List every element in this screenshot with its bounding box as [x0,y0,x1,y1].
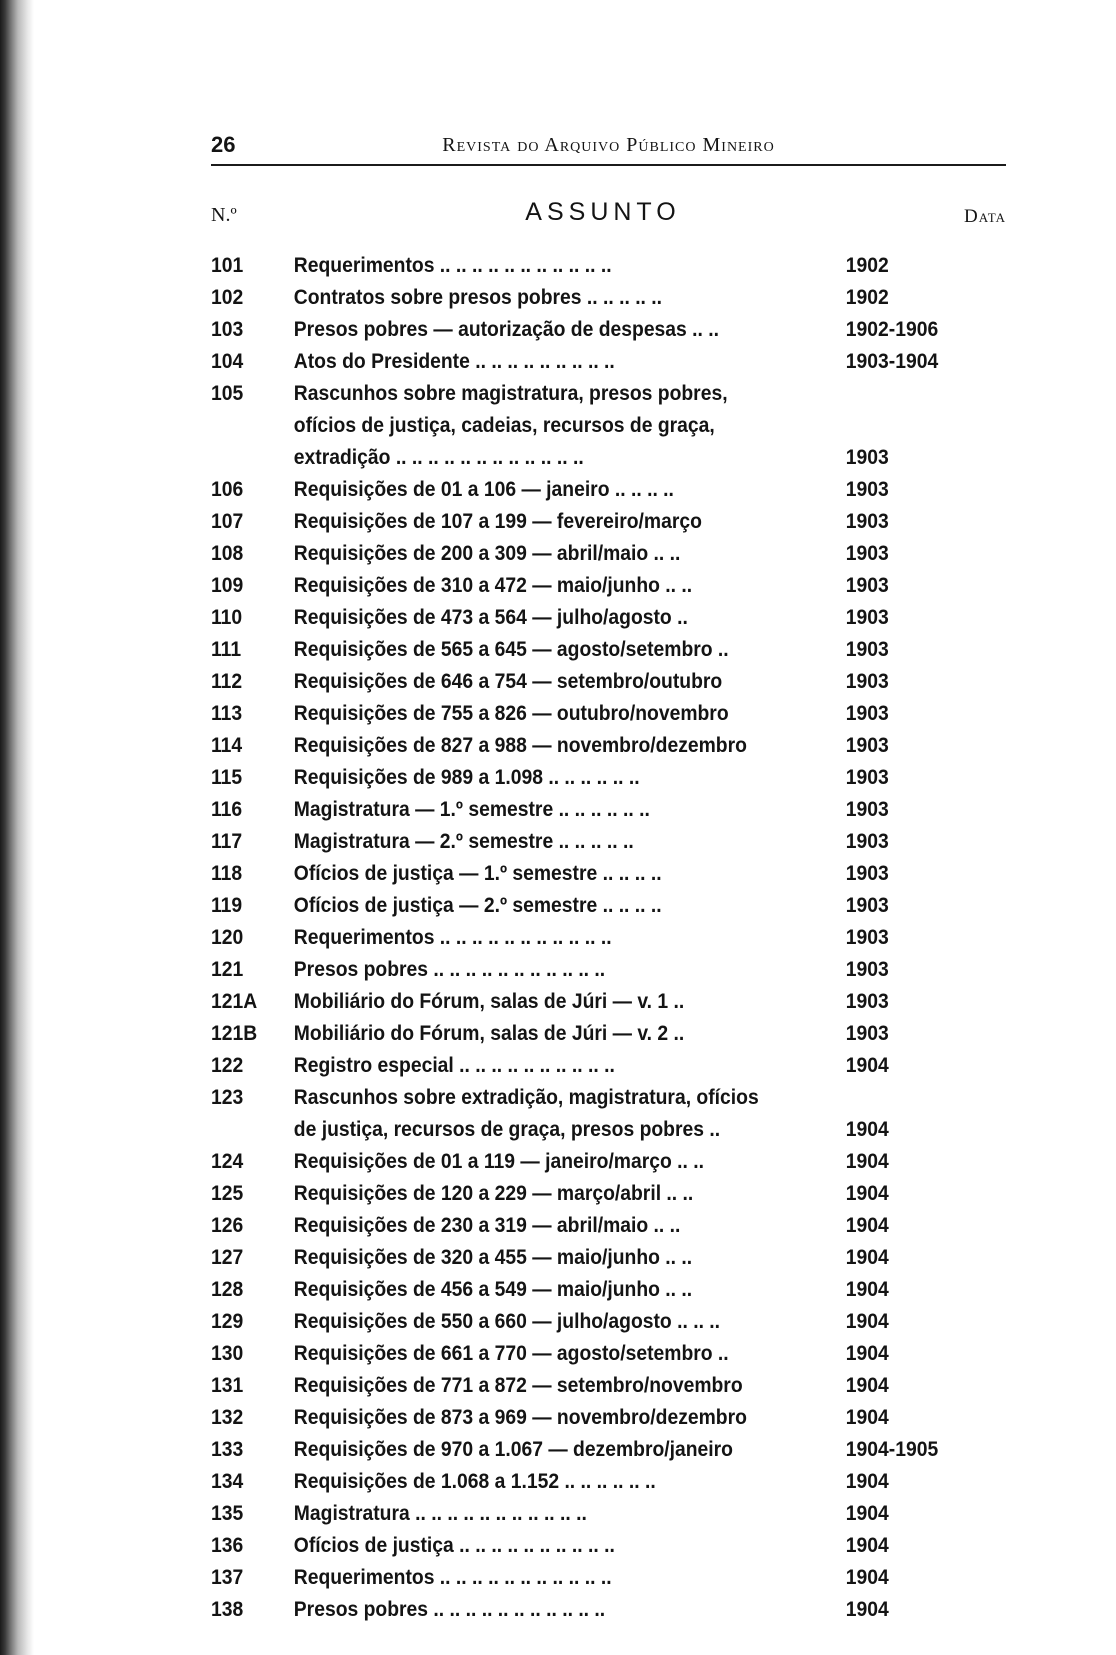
entry-subject-line: Magistratura — 1.º semestre .. .. .. .. .. .. [293,798,650,821]
list-item [211,1146,942,1178]
entry-subject [294,570,828,602]
entry-subject [294,858,828,890]
entry-subject [294,1498,828,1530]
entry-number: 101 [211,254,244,277]
entry-date: 1904 [845,1118,889,1141]
entry-date: 1903 [845,446,889,469]
entry-subject [294,1306,828,1338]
entry-number: 136 [211,1534,244,1557]
entry-date: 1903 [845,734,889,757]
entry-subject [294,922,828,954]
entry-subject [294,954,828,986]
list-item [211,1434,942,1466]
entry-date: 1904 [845,1246,889,1269]
entry-subject [294,1274,828,1306]
entry-date: 1903 [845,830,889,853]
list-item [211,1466,942,1498]
list-item [211,1562,942,1594]
list-item [211,474,942,506]
entry-subject-line: Requisições de 771 a 872 — setembro/novembro [293,1374,743,1397]
entry-date: 1904-1905 [845,1438,939,1461]
entry-number: 109 [211,574,244,597]
column-heading-number: N.º [211,204,237,226]
list-item [211,954,942,986]
entry-date: 1904 [845,1406,889,1429]
list-item [211,1530,942,1562]
list-item [211,1242,942,1274]
entry-subject-line: Requisições de 989 a 1.098 .. .. .. .. .. .. [293,766,640,789]
entry-subject-line: Requisições de 320 a 455 — maio/junho .. .. [293,1246,693,1269]
list-item [211,1050,942,1082]
entry-subject-line: Rascunhos sobre extradição, magistratura, ofícios [293,1086,759,1109]
list-item [211,1594,942,1626]
entry-number: 113 [211,702,243,725]
entry-subject [294,698,828,730]
entry-number: 125 [211,1182,244,1205]
entry-subject-line: Requisições de 01 a 119 — janeiro/março .. .. [293,1150,705,1173]
list-item [211,986,942,1018]
list-item [211,1498,942,1530]
entry-subject-line: Magistratura .. .. .. .. .. .. .. .. .. .. .. [293,1502,587,1525]
entry-subject [294,890,828,922]
entry-number: 134 [211,1470,244,1493]
entry-subject-line: Rascunhos sobre magistratura, presos pobres, [293,382,728,405]
entry-subject-line: Requerimentos .. .. .. .. .. .. .. .. .. .. .. [293,254,612,277]
entry-date: 1904 [845,1054,889,1077]
entry-date: 1904 [845,1470,889,1493]
entry-subject-line: Mobiliário do Fórum, salas de Júri — v. 2 .. [293,1022,685,1045]
list-item [211,666,942,698]
entry-subject [294,314,828,346]
entry-date: 1903 [845,862,889,885]
entry-number: 124 [211,1150,244,1173]
entry-date: 1903 [845,542,889,565]
entry-subject-line: Requisições de 1.068 a 1.152 .. .. .. .. .. .. [293,1470,656,1493]
entry-number: 127 [211,1246,244,1269]
entry-subject [294,1594,828,1626]
entry-number: 121A [211,990,258,1013]
entry-date: 1903 [845,670,889,693]
entry-subject-line: Requisições de 565 a 645 — agosto/setembro .. [293,638,729,661]
entry-subject-line: ofícios de justiça, cadeias, recursos de graça, [293,414,715,437]
entry-number: 104 [211,350,244,373]
entry-subject-line: Requisições de 200 a 309 — abril/maio .. .. [293,542,681,565]
entry-subject-line: Ofícios de justiça .. .. .. .. .. .. .. .. .. .. [293,1534,615,1557]
entry-subject-line: Requisições de 970 a 1.067 — dezembro/janeiro [293,1438,733,1461]
entry-number: 103 [211,318,244,341]
entry-date: 1904 [845,1182,889,1205]
list-item [211,698,942,730]
entry-number: 121B [211,1022,258,1045]
entry-number: 129 [211,1310,244,1333]
entry-subject [294,1210,828,1242]
entry-subject-line: Requisições de 120 a 229 — março/abril .. .. [293,1182,694,1205]
entry-subject-line: Presos pobres .. .. .. .. .. .. .. .. .. .. .. [293,1598,606,1621]
entry-subject [294,1370,828,1402]
entries-list [211,250,1006,1626]
list-item [211,730,942,762]
list-item [211,314,942,346]
entry-number: 115 [211,766,243,789]
entry-subject [294,762,828,794]
entry-number: 110 [211,606,243,629]
entry-subject [294,1018,828,1050]
list-item [211,762,942,794]
entry-number: 122 [211,1054,244,1077]
entry-subject-line: Mobiliário do Fórum, salas de Júri — v. 1 .. [293,990,685,1013]
entry-number: 130 [211,1342,244,1365]
entry-date: 1903 [845,574,889,597]
entry-subject [294,986,828,1018]
entry-date: 1902 [845,254,889,277]
list-item [211,1370,942,1402]
entry-number: 120 [211,926,244,949]
entry-subject [294,1146,828,1178]
list-item [211,890,942,922]
entry-subject-line: Requerimentos .. .. .. .. .. .. .. .. .. .. .. [293,1566,612,1589]
entry-number: 105 [211,382,244,405]
page-binding-shadow [0,0,34,1655]
entry-date: 1904 [845,1214,889,1237]
entry-date: 1903-1904 [845,350,939,373]
column-heading-subject: ASSUNTO [525,198,681,226]
list-item [211,378,942,474]
entry-subject [294,794,828,826]
list-item [211,1178,942,1210]
entry-subject-line: Ofícios de justiça — 2.º semestre .. .. .. .. [293,894,662,917]
entry-subject-line: Magistratura — 2.º semestre .. .. .. .. .. [293,830,634,853]
entry-subject-line: Requisições de 310 a 472 — maio/junho .. .. [293,574,693,597]
running-title: Revista do Arquivo Público Mineiro [442,134,775,156]
entry-number: 128 [211,1278,244,1301]
page-number: 26 [211,132,236,157]
list-item [211,1338,942,1370]
entry-subject [294,634,828,666]
entry-subject [294,250,828,282]
entry-date: 1903 [845,1022,889,1045]
entry-subject-line: Requisições de 473 a 564 — julho/agosto .. [293,606,688,629]
entry-subject-line: extradição .. .. .. .. .. .. .. .. .. .. .. .. [293,446,584,469]
entry-subject-line: Contratos sobre presos pobres .. .. .. .. .. [293,286,663,309]
entry-date: 1904 [845,1502,889,1525]
list-item [211,250,942,282]
entry-date: 1903 [845,478,889,501]
entry-number: 132 [211,1406,244,1429]
entry-number: 114 [211,734,243,757]
entry-date: 1904 [845,1150,889,1173]
entry-date: 1903 [845,766,889,789]
list-item [211,634,942,666]
entry-subject-line: Requisições de 550 a 660 — julho/agosto .. .. .. [293,1310,721,1333]
entry-date: 1904 [845,1278,889,1301]
entry-number: 119 [211,894,243,917]
entry-subject-line: Requisições de 646 a 754 — setembro/outubro [293,670,723,693]
entry-subject-line: Requisições de 827 a 988 — novembro/dezembro [293,734,747,757]
list-item [211,794,942,826]
list-item [211,1306,942,1338]
column-headings [211,198,1006,238]
entry-date: 1902 [845,286,889,309]
entry-subject [294,826,828,858]
entry-subject [294,1530,828,1562]
entry-date: 1903 [845,638,889,661]
list-item [211,922,942,954]
entry-subject [294,1242,828,1274]
entry-subject-line: Presos pobres .. .. .. .. .. .. .. .. .. .. .. [293,958,606,981]
entry-subject-line: Requisições de 873 a 969 — novembro/dezembro [293,1406,747,1429]
entry-date: 1904 [845,1534,889,1557]
list-item [211,826,942,858]
entry-date: 1902-1906 [845,318,939,341]
entry-subject-line: Registro especial .. .. .. .. .. .. .. .. .. .. [293,1054,615,1077]
entry-date: 1904 [845,1598,889,1621]
entry-number: 133 [211,1438,244,1461]
entry-subject [294,1434,828,1466]
entry-subject-line: Requisições de 755 a 826 — outubro/novembro [293,702,729,725]
entry-subject-line: Requisições de 456 a 549 — maio/junho .. .. [293,1278,693,1301]
entry-subject-line: Atos do Presidente .. .. .. .. .. .. .. .. .. [293,350,615,373]
entry-subject-line: Requisições de 661 a 770 — agosto/setembro .. [293,1342,729,1365]
list-item [211,282,942,314]
entry-subject [294,666,828,698]
entry-date: 1904 [845,1310,889,1333]
entry-number: 137 [211,1566,244,1589]
page-header [211,128,1006,166]
column-heading-date: Data [964,206,1006,227]
entry-date: 1903 [845,894,889,917]
entry-date: 1903 [845,926,889,949]
entry-subject [294,538,828,570]
entry-subject-line: de justiça, recursos de graça, presos pobres .. [293,1118,721,1141]
entry-number: 111 [211,638,242,661]
entry-date: 1903 [845,510,889,533]
entry-number: 138 [211,1598,244,1621]
entry-number: 121 [211,958,244,981]
entry-number: 131 [211,1374,244,1397]
entry-subject [294,506,828,538]
entry-number: 118 [211,862,243,885]
entry-number: 108 [211,542,244,565]
entry-subject [294,282,828,314]
list-item [211,538,942,570]
entry-subject-line: Presos pobres — autorização de despesas .. .. [293,318,720,341]
list-item [211,1018,942,1050]
entry-number: 112 [211,670,243,693]
entry-subject [294,602,828,634]
entry-subject [294,346,828,378]
entry-date: 1903 [845,798,889,821]
entry-date: 1903 [845,606,889,629]
entry-number: 123 [211,1086,244,1109]
entry-number: 116 [211,798,243,821]
entry-number: 126 [211,1214,244,1237]
entry-number: 107 [211,510,244,533]
entry-date: 1904 [845,1374,889,1397]
entry-subject [294,1050,828,1082]
list-item [211,858,942,890]
entry-number: 117 [211,830,243,853]
list-item [211,1402,942,1434]
entry-number: 102 [211,286,244,309]
entry-number: 106 [211,478,244,501]
entry-subject-line: Requerimentos .. .. .. .. .. .. .. .. .. .. .. [293,926,612,949]
entry-date: 1903 [845,702,889,725]
entry-subject [294,1402,828,1434]
entry-subject-line: Requisições de 01 a 106 — janeiro .. .. .. .. [293,478,674,501]
list-item [211,1082,942,1146]
entry-subject [294,474,828,506]
entry-date: 1904 [845,1566,889,1589]
entry-subject [294,1338,828,1370]
entry-subject-line: Requisições de 107 a 199 — fevereiro/março [293,510,702,533]
list-item [211,570,942,602]
entry-subject-line: Requisições de 230 a 319 — abril/maio .. .. [293,1214,681,1237]
list-item [211,346,942,378]
entry-subject-line: Ofícios de justiça — 1.º semestre .. .. .. .. [293,862,662,885]
entry-subject [294,1178,828,1210]
entry-subject [294,1562,828,1594]
list-item [211,1274,942,1306]
entry-number: 135 [211,1502,244,1525]
entry-subject [294,730,828,762]
entry-date: 1903 [845,958,889,981]
list-item [211,1210,942,1242]
list-item [211,506,942,538]
entry-date: 1904 [845,1342,889,1365]
entry-subject [294,378,828,474]
entry-subject [294,1466,828,1498]
entry-subject [294,1082,828,1146]
list-item [211,602,942,634]
entry-date: 1903 [845,990,889,1013]
